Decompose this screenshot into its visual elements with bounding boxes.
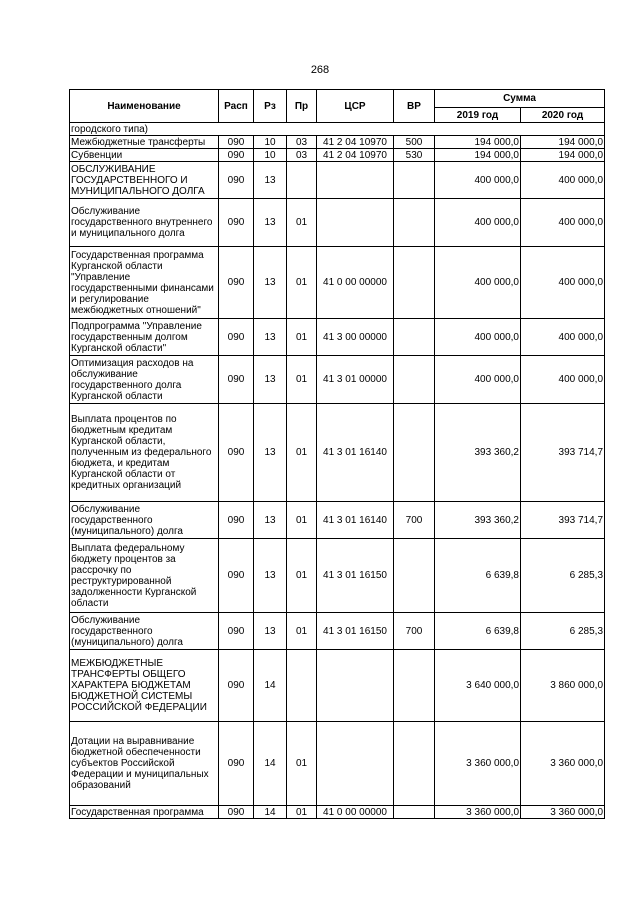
row-sum-2019: 194 000,0 xyxy=(435,136,521,149)
row-sum-2019: 400 000,0 xyxy=(435,247,521,319)
row-sum-2020: 194 000,0 xyxy=(521,149,605,162)
row-csr xyxy=(317,650,394,722)
header-2019: 2019 год xyxy=(435,108,521,123)
row-rasp: 090 xyxy=(219,613,254,650)
row-pr: 03 xyxy=(287,149,317,162)
row-sum-2020: 6 285,3 xyxy=(521,539,605,613)
row-vr xyxy=(394,162,435,199)
row-vr xyxy=(394,319,435,356)
row-pr: 01 xyxy=(287,404,317,502)
row-name: Государственная программа xyxy=(70,806,219,819)
row-rasp: 090 xyxy=(219,247,254,319)
row-vr xyxy=(394,539,435,613)
table-row xyxy=(70,247,605,319)
row-sum-2019: 400 000,0 xyxy=(435,319,521,356)
row-pr: 01 xyxy=(287,722,317,806)
row-name: ОБСЛУЖИВАНИЕ ГОСУДАРСТВЕННОГО И МУНИЦИПАЛЬНОГО ДОЛГА xyxy=(70,162,219,199)
row-csr: 41 3 01 16140 xyxy=(317,502,394,539)
header-name: Наименование xyxy=(70,90,219,123)
row-name: Обслуживание государственного внутреннего и муниципального долга xyxy=(70,199,219,247)
row-vr: 700 xyxy=(394,502,435,539)
row-name: Выплата процентов по бюджетным кредитам Курганской области, полученным из федерального бюджета, и кредитам Курганской области от кредитных организаций xyxy=(70,404,219,502)
row-sum-2019: 6 639,8 xyxy=(435,613,521,650)
header-pr: Пр xyxy=(287,90,317,123)
row-rasp: 090 xyxy=(219,162,254,199)
header-rasp: Расп xyxy=(219,90,254,123)
row-sum-2020: 393 714,7 xyxy=(521,502,605,539)
row-rz: 13 xyxy=(254,162,287,199)
row-rasp: 090 xyxy=(219,356,254,404)
row-rz: 13 xyxy=(254,356,287,404)
row-name: Обслуживание государственного (муниципального) долга xyxy=(70,613,219,650)
row-sum-2020: 400 000,0 xyxy=(521,356,605,404)
row-sum-2019: 400 000,0 xyxy=(435,199,521,247)
row-rz: 13 xyxy=(254,199,287,247)
row-csr xyxy=(317,199,394,247)
table-row xyxy=(70,149,605,162)
continuation-row xyxy=(70,123,605,136)
row-csr: 41 2 04 10970 xyxy=(317,136,394,149)
row-csr: 41 3 01 00000 xyxy=(317,356,394,404)
row-rz: 13 xyxy=(254,539,287,613)
table-row xyxy=(70,319,605,356)
row-csr: 41 3 01 16150 xyxy=(317,613,394,650)
row-rz: 10 xyxy=(254,149,287,162)
header-sum: Сумма xyxy=(435,90,605,108)
row-pr xyxy=(287,162,317,199)
row-sum-2019: 194 000,0 xyxy=(435,149,521,162)
row-csr xyxy=(317,162,394,199)
row-sum-2020: 400 000,0 xyxy=(521,319,605,356)
row-rasp: 090 xyxy=(219,319,254,356)
row-vr xyxy=(394,650,435,722)
row-sum-2020: 3 360 000,0 xyxy=(521,722,605,806)
row-pr xyxy=(287,650,317,722)
row-sum-2019: 3 640 000,0 xyxy=(435,650,521,722)
row-pr: 01 xyxy=(287,199,317,247)
row-pr: 01 xyxy=(287,539,317,613)
row-rz: 14 xyxy=(254,806,287,819)
row-name: Подпрограмма "Управление государственным долгом Курганской области" xyxy=(70,319,219,356)
row-sum-2019: 393 360,2 xyxy=(435,404,521,502)
table-row xyxy=(70,136,605,149)
row-csr: 41 3 00 00000 xyxy=(317,319,394,356)
row-name: МЕЖБЮДЖЕТНЫЕ ТРАНСФЕРТЫ ОБЩЕГО ХАРАКТЕРА БЮДЖЕТАМ БЮДЖЕТНОЙ СИСТЕМЫ РОССИЙСКОЙ ФЕДЕРАЦИИ xyxy=(70,650,219,722)
row-vr: 500 xyxy=(394,136,435,149)
row-rz: 14 xyxy=(254,722,287,806)
row-csr: 41 0 00 00000 xyxy=(317,247,394,319)
row-sum-2020: 3 360 000,0 xyxy=(521,806,605,819)
row-rasp: 090 xyxy=(219,502,254,539)
row-name: Обслуживание государственного (муниципального) долга xyxy=(70,502,219,539)
row-rasp: 090 xyxy=(219,149,254,162)
page-number: 268 xyxy=(310,64,330,76)
header-rz: Рз xyxy=(254,90,287,123)
table-row xyxy=(70,806,605,819)
row-vr xyxy=(394,722,435,806)
row-vr xyxy=(394,356,435,404)
header-csr: ЦСР xyxy=(317,90,394,123)
table-row xyxy=(70,162,605,199)
row-sum-2019: 400 000,0 xyxy=(435,162,521,199)
row-sum-2020: 3 860 000,0 xyxy=(521,650,605,722)
row-vr xyxy=(394,404,435,502)
row-name: Выплата федеральному бюджету процентов за рассрочку по реструктурированной задолженности Курганской области xyxy=(70,539,219,613)
row-name: Субвенции xyxy=(70,149,219,162)
table-row xyxy=(70,650,605,722)
table-row xyxy=(70,199,605,247)
budget-table xyxy=(69,89,605,819)
row-name: Оптимизация расходов на обслуживание государственного долга Курганской области xyxy=(70,356,219,404)
row-rasp: 090 xyxy=(219,722,254,806)
row-rasp: 090 xyxy=(219,404,254,502)
row-rasp: 090 xyxy=(219,650,254,722)
row-csr: 41 0 00 00000 xyxy=(317,806,394,819)
continuation-text: городского типа) xyxy=(70,123,605,136)
row-pr: 01 xyxy=(287,356,317,404)
row-sum-2019: 6 639,8 xyxy=(435,539,521,613)
row-csr: 41 3 01 16140 xyxy=(317,404,394,502)
row-csr: 41 2 04 10970 xyxy=(317,149,394,162)
row-rz: 13 xyxy=(254,319,287,356)
row-sum-2020: 400 000,0 xyxy=(521,247,605,319)
row-sum-2020: 400 000,0 xyxy=(521,199,605,247)
table-row xyxy=(70,404,605,502)
row-rasp: 090 xyxy=(219,199,254,247)
row-csr xyxy=(317,722,394,806)
row-vr: 530 xyxy=(394,149,435,162)
row-pr: 01 xyxy=(287,806,317,819)
row-pr: 01 xyxy=(287,613,317,650)
row-vr xyxy=(394,199,435,247)
row-rz: 14 xyxy=(254,650,287,722)
row-rz: 10 xyxy=(254,136,287,149)
row-pr: 01 xyxy=(287,247,317,319)
row-name: Государственная программа Курганской области "Управление государственными финансами и регулирование межбюджетных отношений" xyxy=(70,247,219,319)
row-rz: 13 xyxy=(254,613,287,650)
row-rz: 13 xyxy=(254,247,287,319)
row-rz: 13 xyxy=(254,502,287,539)
row-csr: 41 3 01 16150 xyxy=(317,539,394,613)
row-sum-2019: 3 360 000,0 xyxy=(435,806,521,819)
row-rasp: 090 xyxy=(219,539,254,613)
header-vr: ВР xyxy=(394,90,435,123)
row-rasp: 090 xyxy=(219,806,254,819)
row-vr xyxy=(394,247,435,319)
row-sum-2019: 393 360,2 xyxy=(435,502,521,539)
row-sum-2020: 400 000,0 xyxy=(521,162,605,199)
row-sum-2020: 393 714,7 xyxy=(521,404,605,502)
table-row xyxy=(70,613,605,650)
row-rasp: 090 xyxy=(219,136,254,149)
row-pr: 03 xyxy=(287,136,317,149)
table-row xyxy=(70,722,605,806)
table-row xyxy=(70,356,605,404)
table-row xyxy=(70,502,605,539)
row-name: Дотации на выравнивание бюджетной обеспеченности субъектов Российской Федерации и муниципальных образований xyxy=(70,722,219,806)
row-rz: 13 xyxy=(254,404,287,502)
row-sum-2019: 3 360 000,0 xyxy=(435,722,521,806)
row-vr xyxy=(394,806,435,819)
row-pr: 01 xyxy=(287,319,317,356)
row-vr: 700 xyxy=(394,613,435,650)
header-row xyxy=(70,90,605,108)
row-sum-2020: 6 285,3 xyxy=(521,613,605,650)
row-name: Межбюджетные трансферты xyxy=(70,136,219,149)
row-pr: 01 xyxy=(287,502,317,539)
table-row xyxy=(70,539,605,613)
row-sum-2020: 194 000,0 xyxy=(521,136,605,149)
row-sum-2019: 400 000,0 xyxy=(435,356,521,404)
header-2020: 2020 год xyxy=(521,108,605,123)
